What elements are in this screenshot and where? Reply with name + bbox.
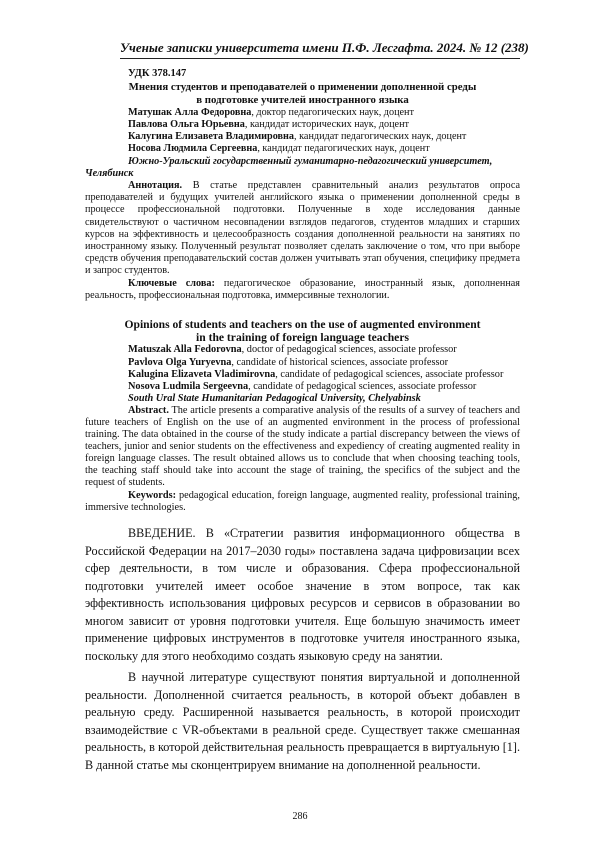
ru-keywords [85, 278, 520, 302]
en-abstract-label: Abstract. [128, 404, 169, 416]
ru-authors [85, 107, 520, 156]
author-degree: , candidate of pedagogical sciences, associate professor [248, 380, 477, 392]
udk-code: УДК 378.147 [128, 68, 187, 79]
body-paragraph: В научной литературе существуют понятия виртуальной и дополненной реальности. Дополненной считается реальность, в которой объект добавлен в реальную среду. Расширенной называется реальность, в которой происходит взаимодействие с VR-объектами в реальной среде. Существует также смешанная реальность, в которой действительная реальность превращается в виртуальную [1]. В данной статье мы сконцентрируем внимание на дополненной реальности. [85, 670, 520, 772]
en-authors [85, 344, 520, 392]
author-name: Носова Людмила Сергеевна [128, 143, 258, 155]
en-title-line-2: in the training of foreign language teachers [196, 331, 409, 345]
en-author [85, 381, 520, 393]
ru-abstract-text: В статье представлен сравнительный анализ результатов опроса преподавателей и будущих учителей английского языка о применении дополненной среды в процессе профессиональной подготовки. Полученные в ходе исследования данные свидетельствуют о частичном несовпадении взглядов педагогов, студентов младших и старших курсов на эффективность и целесообразность создания дополненной реальности на занятиях по иностранному языку. Полученный результат позволяет сделать заключение о том, что при выборе средств обучения преподавательский состав должен учитывать этап обучения, специфику предмета и запрос студентов. [85, 180, 520, 277]
journal-header: Ученые записки университета имени П.Ф. Лесгафта. 2024. № 12 (238) [120, 40, 529, 55]
en-abstract [85, 405, 520, 490]
en-author [85, 357, 520, 369]
author-name: Павлова Ольга Юрьевна [128, 119, 245, 130]
header-rule [120, 58, 520, 59]
ru-author [85, 119, 520, 131]
en-title [85, 318, 520, 344]
author-name: Matuszak Alla Fedorovna [128, 344, 242, 356]
ru-author [85, 107, 520, 119]
page-number: 286 [292, 811, 308, 822]
ru-abstract-label: Аннотация. [128, 180, 183, 192]
author-name: Калугина Елизавета Владимировна [128, 131, 295, 143]
ru-keywords-label: Ключевые слова: [128, 277, 215, 289]
en-affiliation: South Ural State Humanitarian Pedagogical University, Chelyabinsk [128, 392, 421, 404]
ru-title-line-1: Мнения студентов и преподавателей о применении дополненной среды [128, 81, 477, 94]
author-name: Kalugina Elizaveta Vladimirovna [128, 368, 276, 380]
ru-abstract [85, 180, 520, 278]
author-degree: , кандидат исторических наук, доцент [244, 119, 409, 130]
article-body [85, 525, 520, 774]
author-name: Матушак Алла Федоровна [128, 106, 252, 118]
ru-section [85, 68, 520, 302]
ru-affiliation-line-1: Южно-Уральский государственный гуманитарно-педагогический университет, [128, 155, 493, 167]
en-keywords-text: pedagogical education, foreign language, augmented reality, professional training, immersive technologies. [85, 489, 520, 513]
en-author [85, 369, 520, 381]
author-degree: , кандидат педагогических наук, доцент [257, 143, 430, 155]
en-section [85, 318, 520, 514]
en-author [85, 344, 520, 356]
body-paragraph: ВВЕДЕНИЕ. В «Стратегии развития информационного общества в Российской Федерации на 2017–2030 годы» поставлена задача цифровизации всех сфер деятельности, в том числе и образования. Сфера профессиональной подготовки учителей имеет особое значение в этом вопросе, так как эффективность использования цифровых ресурсов и сервисов в образовании во многом зависит от уровня подготовки учителя. Еще большую значимость имеет применение цифровых инструментов в подготовке учителя иностранного языка, поскольку для этого необходимо создать языковую среду на занятии. [85, 526, 520, 663]
en-abstract-text: The article presents a comparative analysis of the results of a survey of teachers and future teachers of English on the use of an augmented environment in the process of professional training. The data obtained in the course of the study indicate a partial discrepancy between the views of teachers, junior and senior students on the effectiveness and expediency of creating augmented reality in foreign language classes. The result obtained allows us to conclude that when choosing teaching tools, the teaching staff should take into account the stage of training, the specifics of the subject and the request of students. [85, 404, 520, 489]
ru-author [85, 131, 520, 143]
author-degree: , doctor of pedagogical sciences, associate professor [241, 344, 457, 356]
author-degree: , кандидат педагогических наук, доцент [294, 131, 467, 143]
en-keywords-label: Keywords: [128, 489, 177, 501]
author-degree: , candidate of historical sciences, associate professor [231, 356, 449, 368]
author-degree: , candidate of pedagogical sciences, associate professor [275, 368, 504, 380]
author-name: Nosova Ludmila Sergeevna [128, 380, 249, 392]
ru-keywords-text: педагогическое образование, иностранный язык, дополненная реальность, профессиональная подготовка, иммерсивные технологии. [85, 277, 520, 301]
ru-author [85, 143, 520, 155]
ru-affiliation-line-2: Челябинск [85, 167, 134, 179]
ru-title [85, 81, 520, 107]
en-keywords [85, 490, 520, 514]
author-degree: , доктор педагогических наук, доцент [251, 106, 414, 118]
en-title-line-1: Opinions of students and teachers on the use of augmented environment [124, 318, 481, 331]
ru-title-line-2: в подготовке учителей иностранного языка [196, 94, 409, 106]
author-name: Pavlova Olga Yuryevna [128, 356, 232, 368]
